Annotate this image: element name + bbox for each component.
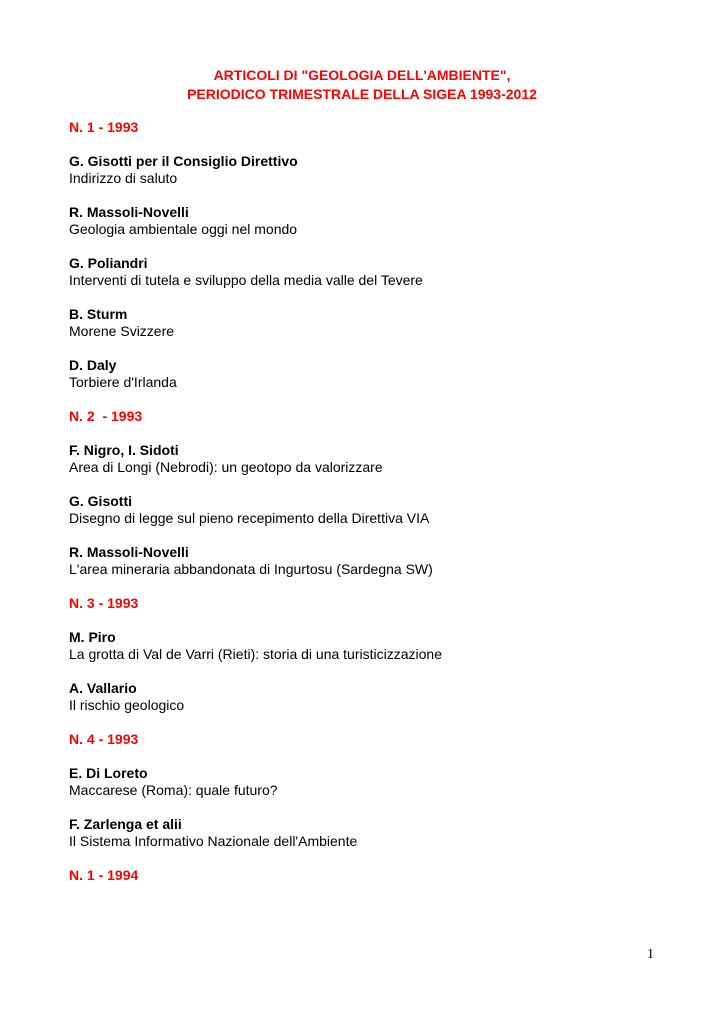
article-title: Indirizzo di saluto: [69, 170, 178, 186]
article-title: Morene Svizzere: [69, 323, 175, 339]
article-title: Interventi di tutela e sviluppo della media valle del Tevere: [69, 272, 423, 288]
article-title: Area di Longi (Nebrodi): un geotopo da valorizzare: [69, 459, 383, 475]
issue-section: [69, 731, 669, 850]
article-title: L'area mineraria abbandonata di Ingurtosu (Sardegna SW): [69, 561, 433, 577]
issue-heading: N. 2 - 1993: [69, 408, 143, 424]
article-entry: [69, 153, 669, 187]
issue-section: [69, 595, 669, 714]
issue-heading: N. 4 - 1993: [69, 731, 139, 747]
article-entry: [69, 442, 669, 476]
article-entry: [69, 680, 669, 714]
article-author: R. Massoli-Novelli: [69, 204, 189, 220]
article-entry: [69, 816, 669, 850]
article-entry: [69, 357, 669, 391]
article-author: F. Nigro, I. Sidoti: [69, 442, 179, 458]
article-author: D. Daly: [69, 357, 117, 373]
issue-heading: N. 1 - 1994: [69, 867, 139, 883]
article-title: Geologia ambientale oggi nel mondo: [69, 221, 298, 237]
article-title: Il Sistema Informativo Nazionale dell'Ambiente: [69, 833, 358, 849]
article-entry: [69, 544, 669, 578]
article-author: A. Vallario: [69, 680, 137, 696]
article-author: G. Poliandri: [69, 255, 148, 271]
article-author: G. Gisotti: [69, 493, 132, 509]
issue-heading: N. 3 - 1993: [69, 595, 139, 611]
article-title: Disegno di legge sul pieno recepimento della Direttiva VIA: [69, 510, 430, 526]
article-author: B. Sturm: [69, 306, 128, 322]
issue-section: [69, 119, 669, 391]
title-line-1: ARTICOLI DI "GEOLOGIA DELL'AMBIENTE",: [213, 67, 511, 83]
article-author: F. Zarlenga et alii: [69, 816, 182, 832]
article-entry: [69, 493, 669, 527]
title-line-2: PERIODICO TRIMESTRALE DELLA SIGEA 1993-2012: [187, 86, 537, 102]
article-entry: [69, 306, 669, 340]
article-title: Maccarese (Roma): quale futuro?: [69, 782, 278, 798]
article-entry: [69, 765, 669, 799]
issue-section: [69, 408, 669, 578]
article-author: G. Gisotti per il Consiglio Direttivo: [69, 153, 298, 169]
article-list: [69, 119, 669, 901]
issue-section: [69, 867, 669, 884]
article-entry: [69, 204, 669, 238]
article-entry: [69, 629, 669, 663]
article-entry: [69, 255, 669, 289]
article-author: M. Piro: [69, 629, 116, 645]
page-number: 1: [647, 947, 654, 962]
issue-heading: N. 1 - 1993: [69, 119, 139, 135]
document-title: [0, 66, 724, 104]
article-author: R. Massoli-Novelli: [69, 544, 189, 560]
article-title: Il rischio geologico: [69, 697, 185, 713]
article-title: Torbiere d'Irlanda: [69, 374, 177, 390]
article-title: La grotta di Val de Varri (Rieti): storia di una turisticizzazione: [69, 646, 442, 662]
article-author: E. Di Loreto: [69, 765, 148, 781]
